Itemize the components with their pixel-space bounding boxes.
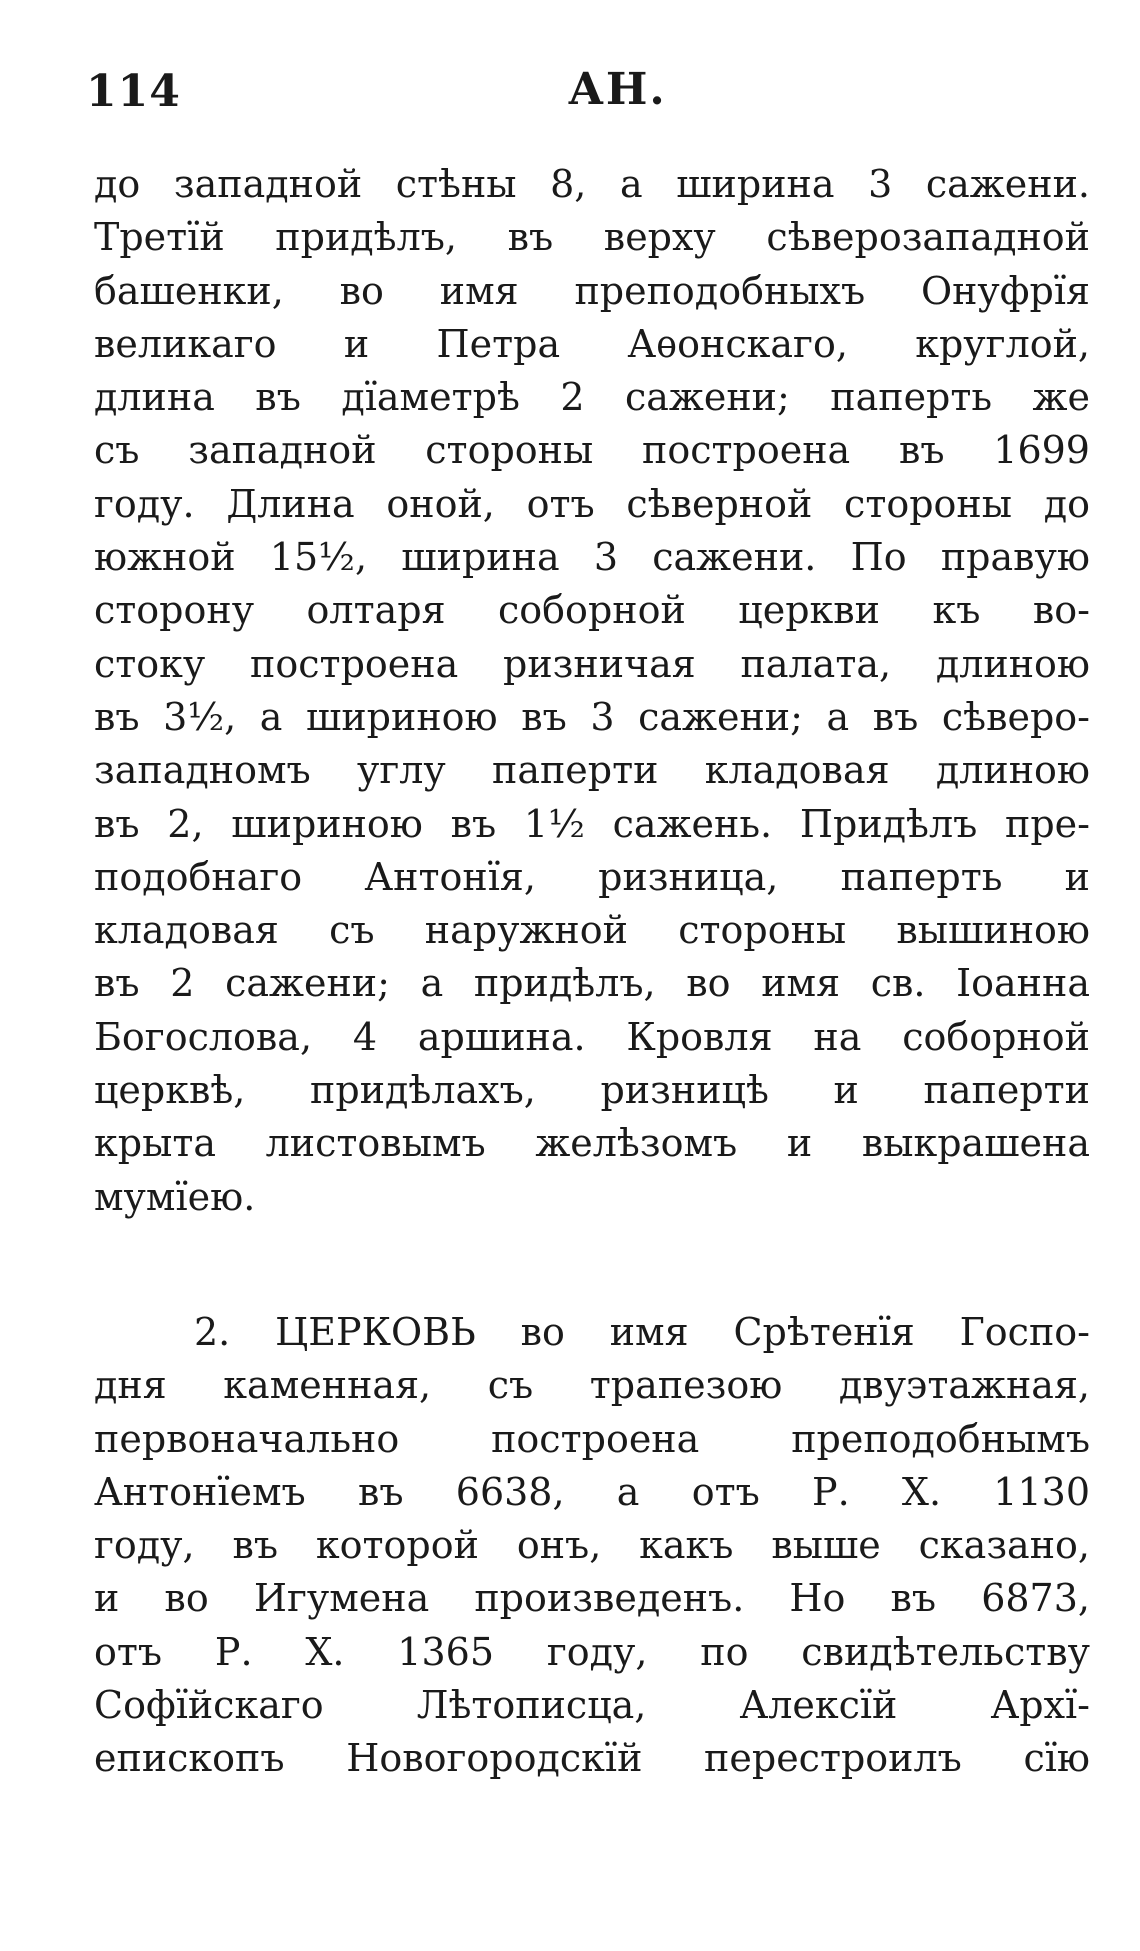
text-line: великаго и Петра Аѳонскаго, круглой, — [94, 321, 1090, 366]
text-line: мумїею. — [94, 1174, 256, 1219]
running-head: АН. — [568, 64, 667, 115]
text-line: и во Игумена произведенъ. Но въ 6873, — [94, 1576, 1090, 1621]
text-line: Софїйскаго Лѣтописца, Алексїй Архї- — [94, 1683, 1090, 1728]
text-line: башенки, во имя преподобныхъ Онуфрїя — [94, 268, 1090, 313]
text-line: въ 3½, а шириною въ 3 сажени; а въ сѣверо- — [94, 694, 1090, 739]
text-line: епископъ Новогородскїй перестроилъ сїю — [94, 1736, 1090, 1781]
text-line: сторону олтаря соборной церкви къ во- — [94, 588, 1090, 633]
text-line: стоку построена ризничая палата, длиною — [94, 641, 1090, 686]
text-line: въ 2 сажени; а придѣлъ, во имя св. Іоанна — [94, 961, 1090, 1006]
text-line: году, въ которой онъ, какъ выше сказано, — [94, 1523, 1090, 1568]
text-line: 2. ЦЕРКОВЬ во имя Срѣтенїя Госпо- — [194, 1310, 1090, 1354]
text-line: западномъ углу паперти кладовая длиною — [94, 748, 1090, 793]
text-line: дня каменная, съ трапезою двуэтажная, — [94, 1363, 1090, 1408]
text-line: подобнаго Антонїя, ризница, паперть и — [94, 854, 1090, 899]
text-line: первоначально построена преподобнымъ — [94, 1416, 1090, 1461]
text-line: году. Длина оной, отъ сѣверной стороны до — [94, 481, 1090, 526]
text-line: длина въ дїаметрѣ 2 сажени; паперть же — [94, 375, 1090, 420]
text-line: южной 15½, ширина 3 сажени. По правую — [94, 535, 1090, 580]
page-number: 114 — [86, 66, 181, 117]
text-line: отъ Р. Х. 1365 году, по свидѣтельству — [94, 1629, 1090, 1674]
text-line: крыта листовымъ желѣзомъ и выкрашена — [94, 1121, 1090, 1166]
text-line: въ 2, шириною въ 1½ сажень. Придѣлъ пре- — [94, 801, 1090, 846]
text-line: до западной стѣны 8, а ширина 3 сажени. — [94, 162, 1090, 206]
text-line: Антонїемъ въ 6638, а отъ Р. Х. 1130 — [94, 1469, 1090, 1514]
text-line: Третїй придѣлъ, въ верху сѣверозападной — [94, 215, 1090, 260]
text-line: церквѣ, придѣлахъ, ризницѣ и паперти — [94, 1068, 1090, 1113]
text-line: кладовая съ наружной стороны вышиною — [94, 908, 1090, 953]
text-line: Богослова, 4 аршина. Кровля на соборной — [94, 1014, 1090, 1059]
paragraph-1 — [94, 158, 1090, 1224]
paragraph-2 — [94, 1306, 1090, 1786]
text-line: съ западной стороны построена въ 1699 — [94, 428, 1090, 473]
